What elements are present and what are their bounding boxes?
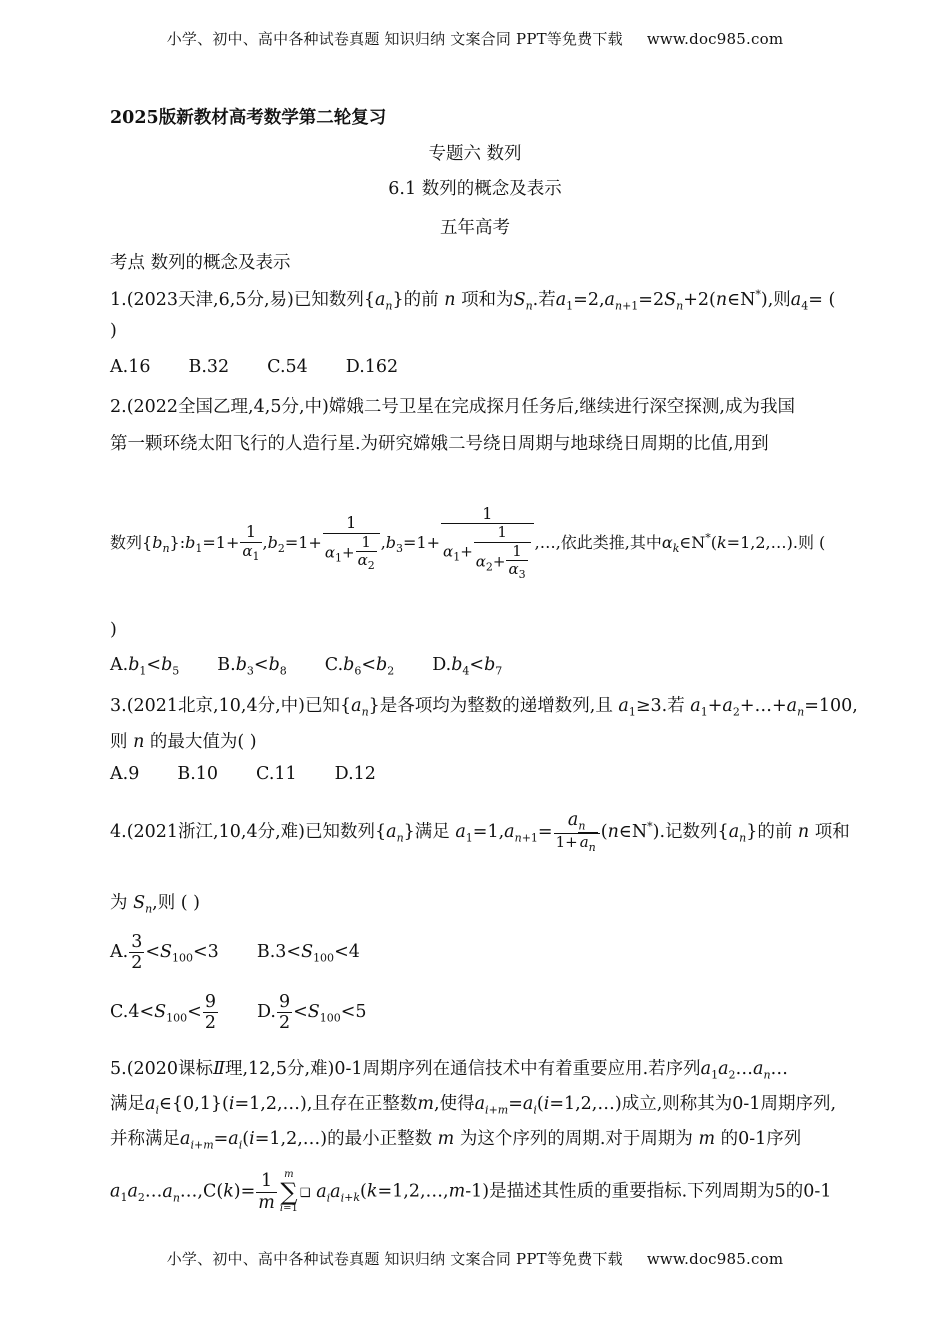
main-title: 2025版新教材高考数学第二轮复习 bbox=[110, 108, 387, 128]
q2-option-d[interactable]: $D.b_4<b_7$ bbox=[432, 655, 503, 678]
q1-stem-cont: ) bbox=[110, 321, 117, 341]
q4-option-a[interactable]: A. $\frac{3}{2}$ $<S_{100}<3$ bbox=[110, 932, 219, 974]
q2-option-a[interactable]: $A.b_1<b_5$ bbox=[110, 655, 180, 678]
q1-stem: 1.(2023天津,6,5分,易)已知数列$\{a_n\}$的前 n 项和为$S_n$.若$a_1=2,a_{n+1}=2S_n+2(n\in N^*)$,则$a_4=$ ( bbox=[110, 288, 836, 313]
q5-line2: 满足$a_i\in\{0,1\}(i=1,2,\dots)$,且存在正整数m,使得$a_{i+m}=a_i(i=1,2,\dots)$成立,则称其为0-1周期序列, bbox=[110, 1094, 837, 1117]
q4-line1: 4.(2021浙江,10,4分,难)已知数列$\{a_n\}$满足 $a_1=1,a_{n+1}=$ $\frac{a_n}{1+ a_n}$ (n∈N*).记数列$\{a_n\}$的前 n 项和 bbox=[110, 810, 850, 855]
page-header bbox=[0, 28, 950, 49]
q2-line1: 2.(2022全国乙理,4,5分,中)嫦娥二号卫星在完成探月任务后,继续进行深空探测,成为我国 bbox=[110, 397, 795, 417]
q2-line2: 第一颗环绕太阳飞行的人造行星.为研究嫦娥二号绕日周期与地球绕日周期的比值,用到 bbox=[110, 434, 769, 454]
q4-option-d[interactable]: D. $\frac{9}{2}$ $<S_{100}<5$ bbox=[256, 992, 367, 1034]
q4-options-row1 bbox=[110, 932, 398, 973]
page-footer bbox=[0, 1248, 950, 1269]
q1-option-b[interactable]: B.32 bbox=[188, 357, 230, 377]
q3-line2: 则 n 的最大值为( ) bbox=[110, 732, 257, 752]
q5-line1: 5.(2020课标Ⅱ理,12,5分,难)0-1周期序列在通信技术中有着重要应用.若序列$a_1a_2\dots a_n\dots$ bbox=[110, 1059, 789, 1082]
q4-option-b[interactable]: $B.3<S_{100}<4$ bbox=[256, 942, 360, 965]
q2-option-b[interactable]: $B.b_3<b_8$ bbox=[217, 655, 287, 678]
header-url[interactable]: www.doc985.com bbox=[646, 30, 784, 48]
q2-stem-cont: ) bbox=[110, 620, 117, 640]
q4-options-row2 bbox=[110, 992, 405, 1033]
q1-option-c[interactable]: C.54 bbox=[267, 357, 308, 377]
q4-line2: 为 $S_n$,则 ( ) bbox=[110, 893, 200, 916]
q4-option-c[interactable]: $C.4<S_{100}<$ $\frac{9}{2}$ bbox=[110, 992, 216, 1034]
q3-option-b[interactable]: B.10 bbox=[177, 764, 219, 784]
footer-text: 小学、初中、高中各种试卷真题 知识归纳 文案合同 PPT等免费下载 bbox=[166, 1250, 623, 1268]
q2-formula: 数列$\{b_n\}:b_1=1+$ $\frac{1}{\alpha_1}$ $,b_2=1+$ 1 $\alpha_1+$ $\frac{1}{\alpha_2}$ $,b_3=1+$ 1 $\alpha_1+$ 1 $\alpha_2+$ $\frac{1}{\alpha_3}$ ,…,依此类推,其中$\alpha_k\in N^*(k=1,2,\dots)$.则 ( bbox=[110, 504, 826, 581]
q5-line4: $a_1a_2\dots a_n\dots,C(k)=$ $\frac{1}{m}$ m ∑ i=1 ❑ $a_ia_{i+k}(k=1,2,\dots,m-1)$是描述其性质的重要指标.下列周期为5的0-1 bbox=[110, 1169, 832, 1214]
q2-options bbox=[110, 655, 540, 678]
header-text: 小学、初中、高中各种试卷真题 知识归纳 文案合同 PPT等免费下载 bbox=[166, 30, 623, 48]
q3-option-c[interactable]: C.11 bbox=[256, 764, 297, 784]
q3-option-a[interactable]: A.9 bbox=[110, 764, 140, 784]
q3-options bbox=[110, 764, 414, 784]
q2-option-c[interactable]: $C.b_6<b_2$ bbox=[324, 655, 395, 678]
q3-line1: 3.(2021北京,10,4分,中)已知$\{a_n\}$是各项均为整数的递增数列,且 $a_1\ge 3$.若 $a_1+a_2+\dots+a_n=100$, bbox=[110, 696, 858, 719]
footer-url[interactable]: www.doc985.com bbox=[646, 1250, 784, 1268]
q1-options bbox=[110, 357, 436, 377]
subheading: 五年高考 bbox=[440, 218, 510, 238]
q5-line3: 并称满足$a_{i+m}=a_i(i=1,2,\dots)$的最小正整数 m 为这个序列的周期.对于周期为 m 的0-1序列 bbox=[110, 1129, 802, 1152]
topic-title: 专题六 数列 bbox=[428, 144, 522, 164]
kaodian-heading: 考点 数列的概念及表示 bbox=[110, 253, 291, 273]
q1-option-d[interactable]: D.162 bbox=[345, 357, 399, 377]
q3-option-d[interactable]: D.12 bbox=[334, 764, 376, 784]
section-title: 6.1 数列的概念及表示 bbox=[388, 179, 562, 199]
sum-symbol: m ∑ i=1 bbox=[279, 1169, 298, 1214]
q1-option-a[interactable]: A.16 bbox=[110, 357, 151, 377]
